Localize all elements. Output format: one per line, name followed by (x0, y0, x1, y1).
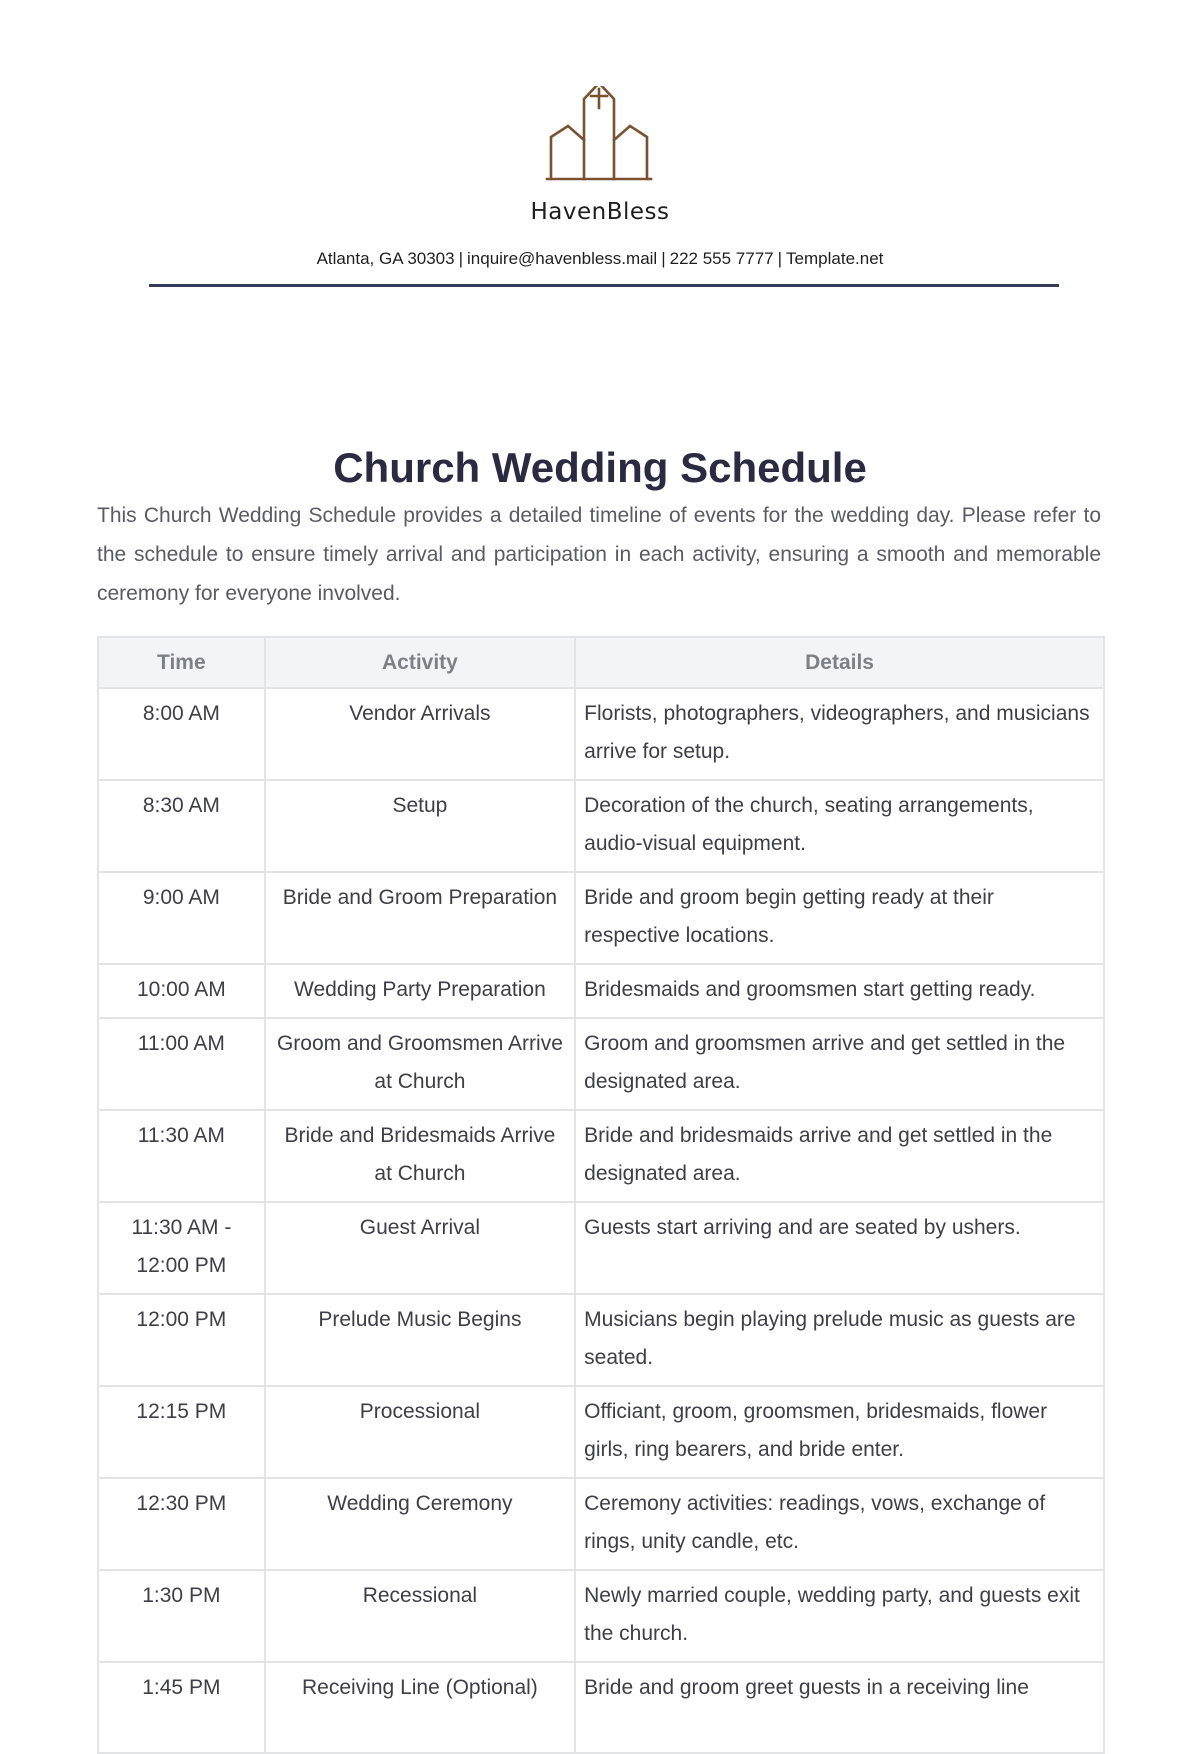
cell-activity: Prelude Music Begins (265, 1294, 575, 1386)
schedule-table (97, 636, 1105, 1754)
cell-time: 12:30 PM (98, 1478, 265, 1570)
cell-time: 11:00 AM (98, 1018, 265, 1110)
cell-activity: Bride and Bridesmaids Arrive at Church (265, 1110, 575, 1202)
cell-details: Musicians begin playing prelude music as guests are seated. (575, 1294, 1104, 1386)
separator: | (458, 249, 464, 268)
table-row (98, 1478, 1104, 1570)
cell-details: Decoration of the church, seating arrangements, audio-visual equipment. (575, 780, 1104, 872)
cell-activity: Groom and Groomsmen Arrive at Church (265, 1018, 575, 1110)
cell-details: Officiant, groom, groomsmen, bridesmaids, flower girls, ring bearers, and bride enter. (575, 1386, 1104, 1478)
contact-line (0, 249, 1200, 269)
cell-activity: Receiving Line (Optional) (265, 1662, 575, 1753)
table-header-row (98, 637, 1104, 688)
column-header-details: Details (575, 637, 1104, 688)
table-row (98, 1386, 1104, 1478)
table-row (98, 1570, 1104, 1662)
cell-activity: Setup (265, 780, 575, 872)
cell-details: Newly married couple, wedding party, and guests exit the church. (575, 1570, 1104, 1662)
table-row (98, 1294, 1104, 1386)
cell-activity: Wedding Party Preparation (265, 964, 575, 1018)
cell-activity: Wedding Ceremony (265, 1478, 575, 1570)
cell-time: 9:00 AM (98, 872, 265, 964)
cell-time: 1:30 PM (98, 1570, 265, 1662)
column-header-time: Time (98, 637, 265, 688)
cell-time: 11:30 AM (98, 1110, 265, 1202)
table-row (98, 872, 1104, 964)
table-row (98, 1018, 1104, 1110)
cell-details: Ceremony activities: readings, vows, exchange of rings, unity candle, etc. (575, 1478, 1104, 1570)
brand-logo (0, 86, 1200, 226)
cell-details: Bride and groom greet guests in a receiving line (575, 1662, 1104, 1753)
contact-email[interactable]: inquire@havenbless.mail (467, 249, 658, 268)
column-header-activity: Activity (265, 637, 575, 688)
cell-time: 1:45 PM (98, 1662, 265, 1753)
cell-time: 12:00 PM (98, 1294, 265, 1386)
table-row (98, 1110, 1104, 1202)
cell-time: 8:30 AM (98, 780, 265, 872)
cell-activity: Guest Arrival (265, 1202, 575, 1294)
table-row (98, 780, 1104, 872)
table-row (98, 964, 1104, 1018)
cell-activity: Bride and Groom Preparation (265, 872, 575, 964)
cell-activity: Vendor Arrivals (265, 688, 575, 780)
page-title: Church Wedding Schedule (333, 444, 867, 491)
cell-details: Groom and groomsmen arrive and get settled in the designated area. (575, 1018, 1104, 1110)
cell-time: 8:00 AM (98, 688, 265, 780)
contact-phone: 222 555 7777 (669, 249, 774, 268)
header-divider (149, 284, 1059, 287)
cell-details: Florists, photographers, videographers, and musicians arrive for setup. (575, 688, 1104, 780)
cell-activity: Recessional (265, 1570, 575, 1662)
intro-paragraph: This Church Wedding Schedule provides a detailed timeline of events for the wedding day. Please refer to the schedule to ensure timely arrival and participation in each activity, ensuring a smooth and memorable ceremony for everyone involved. (97, 504, 1101, 605)
cell-time: 10:00 AM (98, 964, 265, 1018)
separator: | (661, 249, 666, 268)
separator: | (777, 249, 783, 268)
cell-time: 12:15 PM (98, 1386, 265, 1478)
brand-name: HavenBless (530, 199, 670, 225)
cell-details: Bride and bridesmaids arrive and get settled in the designated area. (575, 1110, 1104, 1202)
table-row (98, 1662, 1104, 1753)
cell-details: Bridesmaids and groomsmen start getting ready. (575, 964, 1104, 1018)
church-icon (545, 86, 655, 196)
cell-details: Bride and groom begin getting ready at their respective locations. (575, 872, 1104, 964)
table-row (98, 1202, 1104, 1294)
contact-address: Atlanta, GA 30303 (316, 249, 455, 268)
contact-website[interactable]: Template.net (786, 249, 884, 268)
cell-activity: Processional (265, 1386, 575, 1478)
cell-time: 11:30 AM - 12:00 PM (98, 1202, 265, 1294)
cell-details: Guests start arriving and are seated by ushers. (575, 1202, 1104, 1294)
table-row (98, 688, 1104, 780)
